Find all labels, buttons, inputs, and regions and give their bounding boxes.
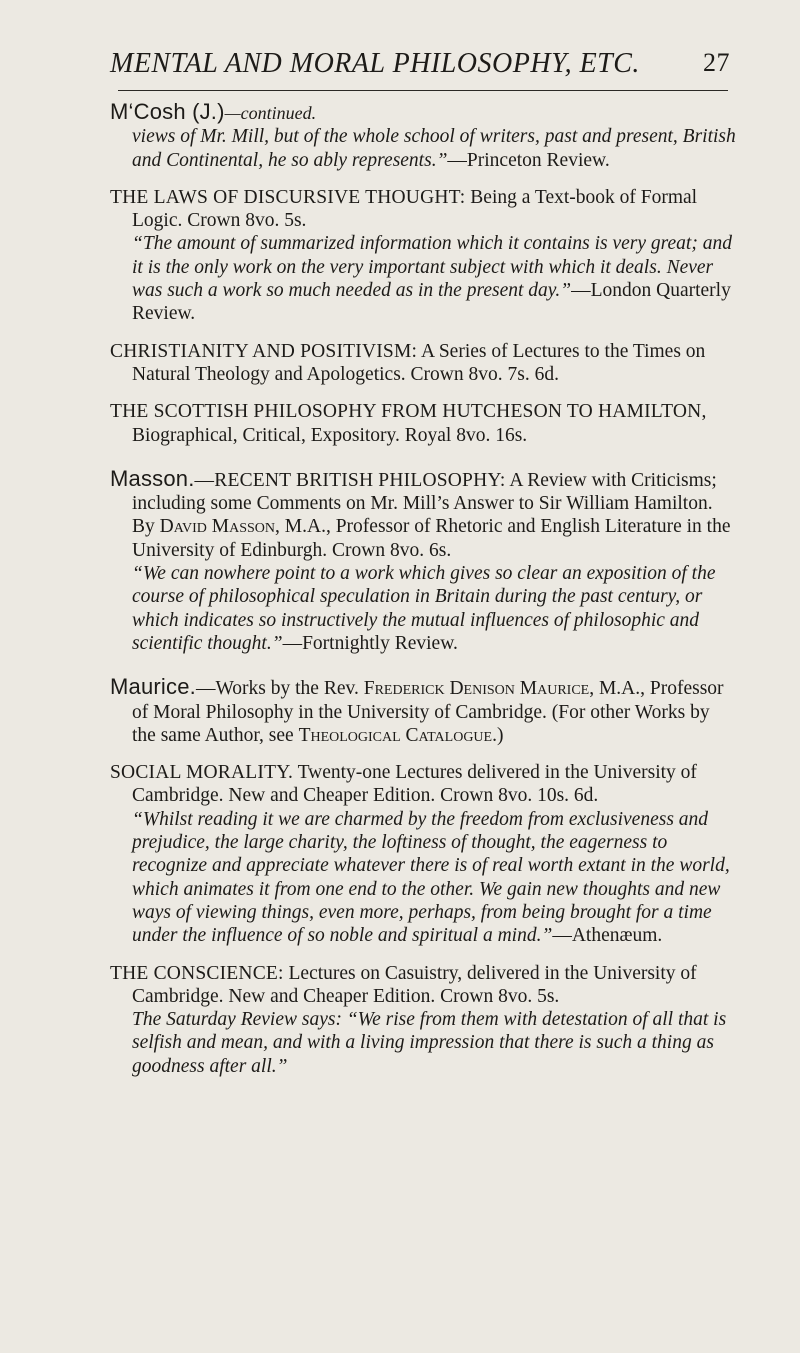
author-name: M‘Cosh (J.) — [110, 99, 225, 124]
book-entry-recent-british-philosophy — [110, 467, 736, 562]
book-description: Lectures on Casuistry, delivered in the University of Cambridge. New and Cheaper Edition. Crown 8vo. 5s. — [132, 962, 697, 1007]
book-description: Twenty-one Lectures delivered in the University of Cambridge. New and Cheaper Edition. Crown 8vo. 10s. 6d. — [132, 762, 697, 807]
book-entry-scottish-philosophy — [110, 400, 736, 447]
book-description: A Review with Criticisms; including some Comments on Mr. Mill’s Answer to Sir William Hamilton. By David Masson, M.A., Professor of Rhetoric and English Literature in the University of Edinburgh. Crown 8vo. 6s. — [132, 469, 731, 561]
book-review — [110, 808, 736, 948]
mccosh-quote-continued — [110, 125, 736, 172]
review-publication: The Saturday Review — [132, 1009, 297, 1031]
catalogue-body — [110, 100, 736, 1078]
mccosh-heading — [110, 100, 736, 125]
review-quote: “We can nowhere point to a work which gives so clear an exposition of the course of philosophical speculation in Britain during the past century, or which indicates so instructively the mutual influences of philosophic and scientific thought.” — [132, 563, 716, 654]
review-quote: “The amount of summarized information which it contains is very great; and it is the only work on the very important subject with which it deals. Never was such a work so much needed as in the present day.” — [132, 233, 732, 302]
book-description: Biographical, Critical, Expository. Royal 8vo. 16s. — [132, 424, 528, 446]
book-review — [110, 232, 736, 325]
review-source: —Princeton Review. — [447, 149, 610, 171]
author-full-name: David Masson — [159, 516, 276, 538]
book-entry-laws-of-discursive-thought — [110, 186, 736, 233]
review-source: —Fortnightly Review. — [282, 632, 458, 654]
review-source: —Athenæum. — [552, 925, 663, 947]
book-title: —RECENT BRITISH PHILOSOPHY: — [194, 469, 506, 491]
book-title: CHRISTIANITY AND POSITIVISM: — [110, 340, 418, 362]
author-description: —Works by the Rev. Frederick Denison Maurice, M.A., Professor of Moral Philosophy in the University of Cambridge. (For other Works by the same Author, see Theological Catalogue.) — [132, 678, 724, 746]
book-title: THE CONSCIENCE: — [110, 962, 284, 984]
book-entry-christianity-and-positivism — [110, 340, 736, 387]
book-title: SOCIAL MORALITY. — [110, 762, 294, 784]
maurice-heading — [110, 675, 736, 747]
page-number: 27 — [703, 48, 730, 77]
author-full-name: Frederick Denison Maurice — [363, 678, 590, 700]
book-entry-the-conscience — [110, 962, 736, 1009]
running-title: MENTAL AND MORAL PHILOSOPHY, ETC. — [110, 48, 640, 79]
review-quote: “Whilst reading it we are charmed by the freedom from exclusiveness and prejudice, the large charity, the loftiness of thought, the eagerness to recognize and appreciate whatever there is of real worth extant in the world, which animates it from one end to the other. We gain new thoughts and new ways of viewing things, even more, perhaps, from being brought for a time under the influence of so noble and spiritual a mind.” — [132, 808, 730, 947]
review-quote: “We rise from them with detestation of all that is selfish and mean, and with a living impression that there is such a thing as goodness after all.” — [132, 1009, 727, 1077]
book-review — [110, 562, 736, 655]
book-description: Being a Text-book of Formal Logic. Crown 8vo. 5s. — [132, 186, 698, 232]
book-title: THE SCOTTISH PHILOSOPHY FROM HUTCHESON TO HAMILTON, — [110, 401, 707, 423]
book-review: The Saturday Review says: “We rise from them with detestation of all that is selfish and mean, and with a living impression that there is such a thing as goodness after all.” — [132, 1009, 727, 1077]
book-title: THE LAWS OF DISCURSIVE THOUGHT: — [110, 186, 466, 208]
review-quote: views of Mr. Mill, but of the whole school of writers, past and present, British and Continental, he so ably represents.” — [132, 126, 736, 171]
running-head — [110, 48, 730, 80]
book-entry-social-morality — [110, 761, 736, 808]
catalogue-reference: Theological Catalogue — [298, 724, 493, 746]
review-source: —London Quarterly Review. — [132, 280, 731, 325]
book-description: A Series of Lectures to the Times on Natural Theology and Apologetics. Crown 8vo. 7s. 6d. — [132, 340, 706, 385]
continued-label: —continued. — [224, 103, 317, 123]
author-name: Masson. — [110, 465, 195, 491]
header-rule — [118, 90, 728, 91]
author-name: Maurice. — [110, 674, 196, 700]
